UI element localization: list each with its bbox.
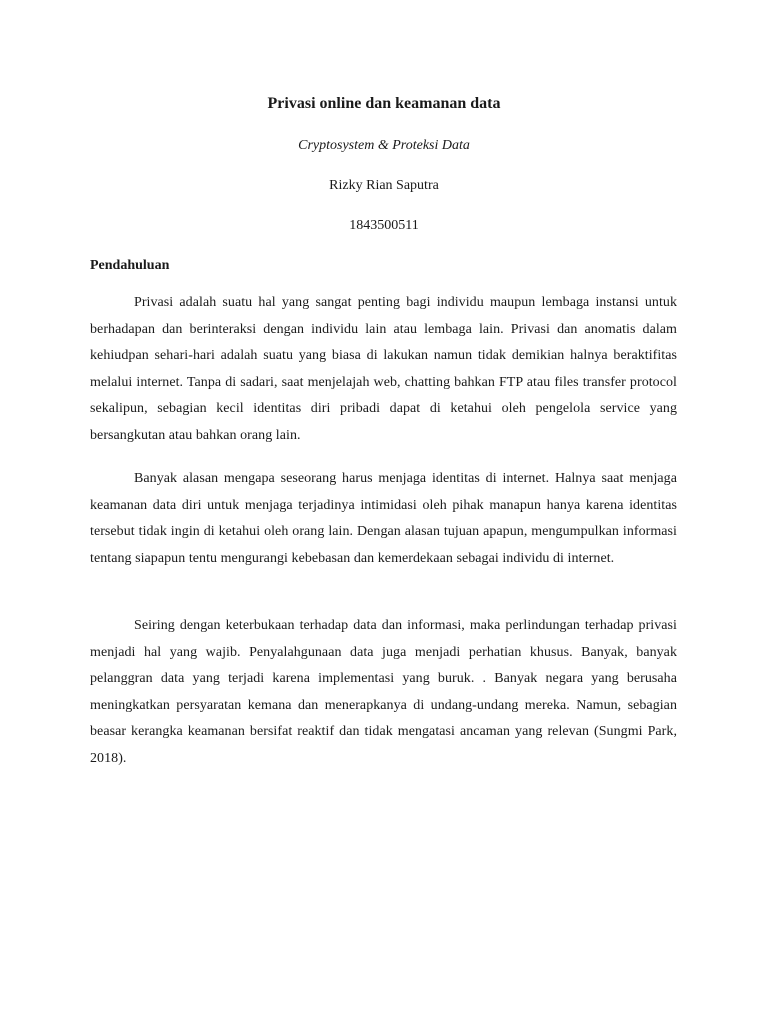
student-id: 1843500511 [349,218,419,233]
paragraph-1: Privasi adalah suatu hal yang sangat penting bagi individu maupun lembaga instansi untuk berhadapan dan berinteraksi dengan individu lain atau lembaga lain. Privasi dan anomatis dalam kehiudpan sehari-hari adalah suatu yang biasa di lakukan namun tidak demikian halnya beraktifitas melalui internet. Tanpa di sadari, saat menjelajah web, chatting bahkan FTP atau files transfer protocol sekalipun, sebagian kecil identitas diri pribadi dapat di ketahui oleh pengelola service yang bersangkutan atau bahkan orang lain. [90,295,677,443]
author-name: Rizky Rian Saputra [329,178,439,193]
paragraph-2: Banyak alasan mengapa seseorang harus menjaga identitas di internet. Halnya saat menjaga keamanan data diri untuk menjaga terjadinya intimidasi oleh pihak manapun hanya karena identitas tersebut tidak ingin di ketahui oleh orang lain. Dengan alasan tujuan apapun, mengumpulkan informasi tentang siapapun tentu mengurangi kebebasan dan kemerdekaan sebagai individu di internet. [90,471,677,566]
paragraph-3: Seiring dengan keterbukaan terhadap data dan informasi, maka perlindungan terhadap privasi menjadi hal yang wajib. Penyalahgunaan data juga menjadi perhatian khusus. Banyak, banyak pelanggran data yang terjadi karena implementasi yang buruk. . Banyak negara yang berusaha meningkatkan persyaratan kemana dan menerapkanya di undang-undang mereka. Namun, sebagian beasar kerangka keamanan bersifat reaktif dan tidak mengatasi ancaman yang relevan (Sungmi Park, 2018). [90,618,677,766]
document-title: Privasi online dan keamanan data [267,95,501,112]
section-heading: Pendahuluan [90,258,170,273]
document-subtitle: Cryptosystem & Proteksi Data [298,138,470,153]
